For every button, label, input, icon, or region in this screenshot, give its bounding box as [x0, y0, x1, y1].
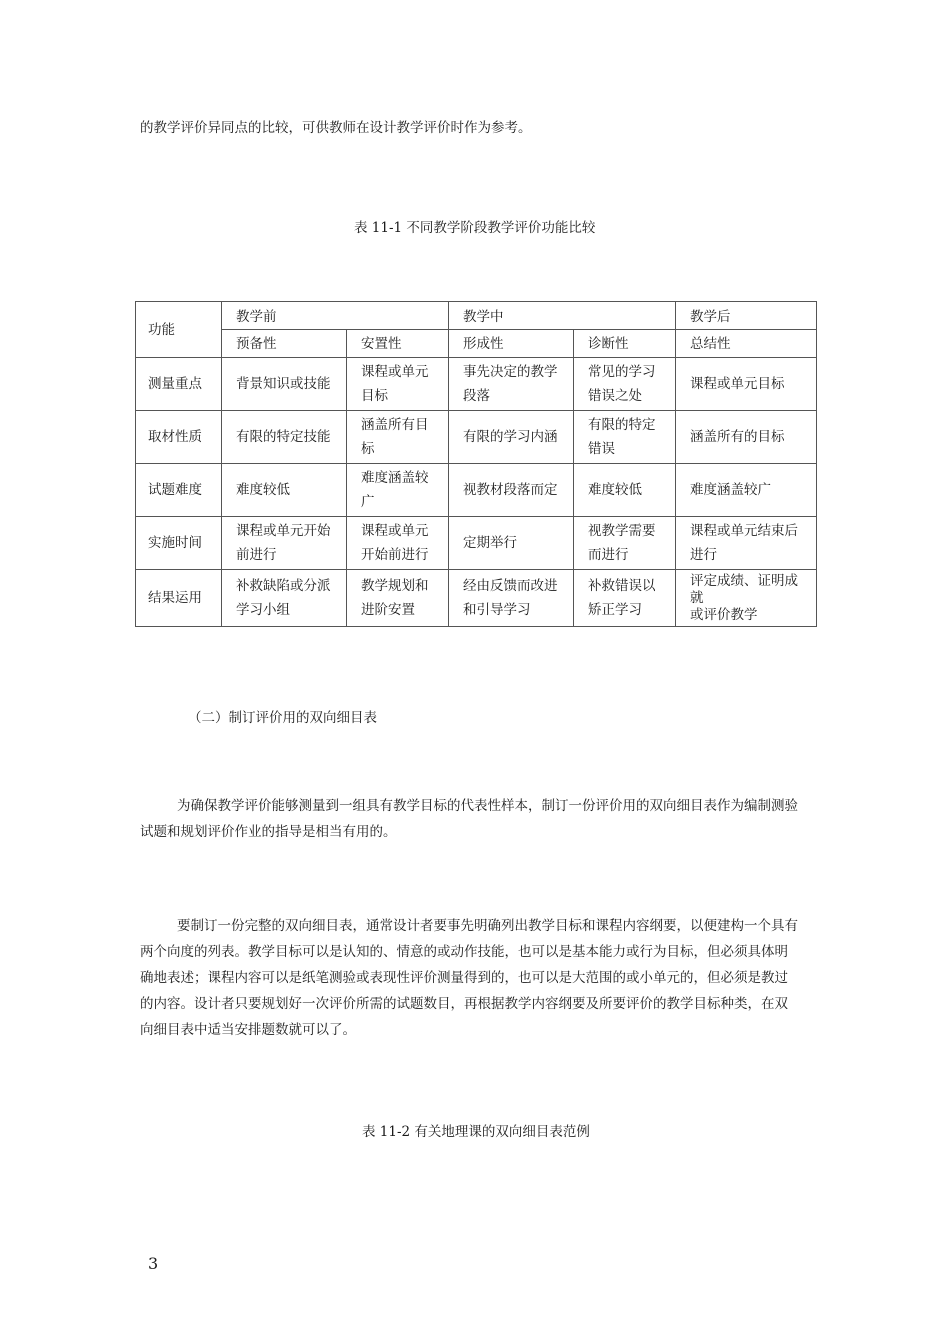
table2-caption: 表 11-2 有关地理课的双向细目表范例 — [362, 1124, 590, 1140]
table-cell — [574, 517, 676, 570]
table-row — [136, 411, 817, 464]
table-cell — [676, 570, 817, 627]
cell-text: 难度涵盖较广 — [690, 482, 771, 498]
subheader-formative: 形成性 — [449, 330, 574, 358]
stage-during: 教学中 — [449, 302, 676, 330]
table-cell — [449, 411, 574, 464]
cell-text: 涵盖所有的目标 — [690, 429, 785, 445]
subheader-summative: 总结性 — [676, 330, 817, 358]
row-label: 取材性质 — [136, 411, 222, 464]
cell-text: 事先决定的教学 — [463, 364, 558, 380]
table-row — [136, 517, 817, 570]
paragraph-2-line: 要制订一份完整的双向细目表，通常设计者要事先明确列出教学目标和课程内容纲要，以便建构一个具有 — [177, 918, 798, 934]
stage-before: 教学前 — [222, 302, 449, 330]
cell-text: 就 — [690, 589, 704, 606]
cell-text: 视教材段落而定 — [463, 482, 558, 498]
subheader-diagnostic: 诊断性 — [574, 330, 676, 358]
table-cell — [449, 358, 574, 411]
cell-text: 目标 — [361, 388, 388, 404]
row-label: 实施时间 — [136, 517, 222, 570]
table-cell — [676, 464, 817, 517]
table-cell — [574, 570, 676, 627]
subheader-placement: 安置性 — [347, 330, 449, 358]
subheader-preparatory: 预备性 — [222, 330, 347, 358]
comparison-table — [135, 301, 817, 627]
table-cell — [676, 358, 817, 411]
paragraph-2-line: 向细目表中适当安排题数就可以了。 — [140, 1022, 356, 1038]
cell-text: 课程或单元目标 — [690, 376, 785, 392]
row-label: 结果运用 — [136, 570, 222, 627]
paragraph-2 — [140, 913, 820, 1043]
table-row — [136, 358, 817, 411]
table-cell — [676, 411, 817, 464]
cell-text: 涵盖所有目 — [361, 417, 429, 433]
cell-text: 常见的学习 — [588, 364, 656, 380]
cell-text: 广 — [361, 494, 375, 510]
cell-text: 标 — [361, 441, 375, 457]
table-cell — [222, 464, 347, 517]
cell-text: 评定成绩、证明成 — [690, 572, 798, 589]
table-cell — [449, 464, 574, 517]
cell-text: 学习小组 — [236, 602, 290, 618]
cell-text: 补救缺陷或分派 — [236, 578, 331, 594]
table-cell — [347, 570, 449, 627]
table-cell — [449, 517, 574, 570]
paragraph-2-line: 的内容。设计者只要规划好一次评价所需的试题数目，再根据教学内容纲要及所要评价的教学目标种类，在双 — [140, 996, 788, 1012]
table-cell — [574, 358, 676, 411]
table-cell — [676, 517, 817, 570]
table-row — [136, 570, 817, 627]
table-cell — [347, 464, 449, 517]
cell-text: 定期举行 — [463, 535, 517, 551]
table-cell — [222, 411, 347, 464]
table-cell — [347, 358, 449, 411]
cell-text: 进阶安置 — [361, 602, 415, 618]
paragraph-2-line: 两个向度的列表。教学目标可以是认知的、情意的或动作技能，也可以是基本能力或行为目标，但必须具体明 — [140, 944, 788, 960]
cell-text: 开始前进行 — [361, 547, 429, 563]
section-heading: （二）制订评价用的双向细目表 — [188, 710, 377, 726]
cell-text: 课程或单元 — [361, 364, 429, 380]
row-label: 测量重点 — [136, 358, 222, 411]
cell-text: 或评价教学 — [690, 606, 758, 623]
intro-line: 的教学评价异同点的比较，可供教师在设计教学评价时作为参考。 — [140, 120, 532, 136]
cell-text: 错误之处 — [588, 388, 642, 404]
cell-text: 难度较低 — [236, 482, 290, 498]
paragraph-1-line: 为确保教学评价能够测量到一组具有教学目标的代表性样本，制订一份评价用的双向细目表作为编制测验 — [177, 798, 798, 814]
cell-text: 经由反馈而改进 — [463, 578, 558, 594]
cell-text: 难度较低 — [588, 482, 642, 498]
header-function: 功能 — [136, 302, 222, 358]
table1-caption: 表 11-1 不同教学阶段教学评价功能比较 — [354, 220, 596, 236]
cell-text: 课程或单元开始 — [236, 523, 331, 539]
table-cell — [222, 570, 347, 627]
cell-text: 补救错误以 — [588, 578, 656, 594]
cell-text: 和引导学习 — [463, 602, 531, 618]
table-cell — [347, 517, 449, 570]
cell-text: 而进行 — [588, 547, 629, 563]
cell-text: 错误 — [588, 441, 615, 457]
table-cell — [222, 358, 347, 411]
cell-text: 段落 — [463, 388, 490, 404]
table-cell — [574, 464, 676, 517]
cell-text: 课程或单元结束后 — [690, 523, 798, 539]
page-number: 3 — [148, 1254, 159, 1273]
table-cell — [574, 411, 676, 464]
cell-text: 前进行 — [236, 547, 277, 563]
cell-text: 进行 — [690, 547, 717, 563]
table-cell — [449, 570, 574, 627]
cell-text: 有限的特定 — [588, 417, 656, 433]
cell-text: 矫正学习 — [588, 602, 642, 618]
cell-text: 有限的特定技能 — [236, 429, 331, 445]
table-cell — [347, 411, 449, 464]
table-cell — [222, 517, 347, 570]
cell-text: 难度涵盖较 — [361, 470, 429, 486]
paragraph-2-line: 确地表述；课程内容可以是纸笔测验或表现性评价测量得到的，也可以是大范围的或小单元的，但必须是教过 — [140, 970, 788, 986]
stage-after: 教学后 — [676, 302, 817, 330]
table-row — [136, 464, 817, 517]
paragraph-1 — [140, 793, 820, 845]
paragraph-1-line: 试题和规划评价作业的指导是相当有用的。 — [140, 824, 397, 840]
cell-text: 背景知识或技能 — [236, 376, 331, 392]
cell-text: 教学规划和 — [361, 578, 429, 594]
cell-text: 视教学需要 — [588, 523, 656, 539]
cell-text: 有限的学习内涵 — [463, 429, 558, 445]
cell-text: 课程或单元 — [361, 523, 429, 539]
row-label: 试题难度 — [136, 464, 222, 517]
